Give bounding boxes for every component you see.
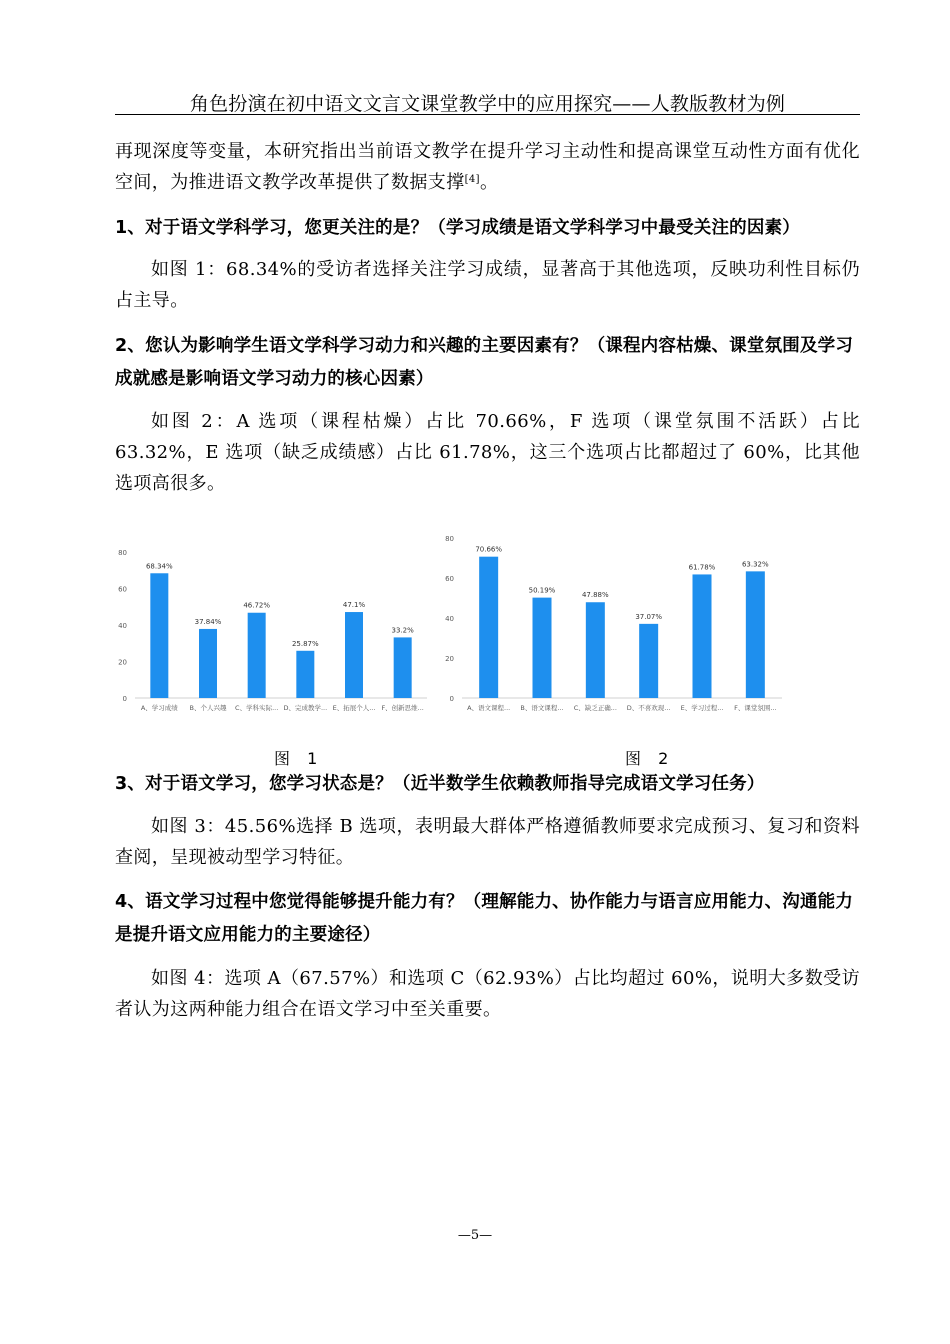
bar-4 xyxy=(639,624,658,698)
y-tick-label: 0 xyxy=(122,695,127,703)
y-tick-label: 20 xyxy=(445,655,454,663)
paragraph-2: 如图 2：A 选项（课程枯燥）占比 70.66%，F 选项（课堂氛围不活跃）占比 63.32%，E 选项（缺乏成绩感）占比 61.78%，这三个选项占比都超过了 60%，比其他选项高很多。 xyxy=(115,411,860,494)
question-3: 3、对于语文学习，您学习状态是？（近半数学生依赖教师指导完成语文学习任务） xyxy=(115,774,765,794)
x-tick-label: D、不喜欢现... xyxy=(626,704,671,712)
x-tick-label: C、缺乏正确... xyxy=(573,704,617,712)
bar-5 xyxy=(345,612,363,698)
bar-5 xyxy=(693,574,712,698)
bar-1 xyxy=(150,573,168,698)
intro-paragraph xyxy=(115,136,860,198)
y-tick-label: 40 xyxy=(118,622,127,630)
page-number: —5— xyxy=(457,1228,493,1243)
bar-6 xyxy=(394,637,412,698)
running-header: 角色扮演在初中语文文言文课堂教学中的应用探究——人教版教材为例 xyxy=(189,93,786,115)
data-label: 46.72% xyxy=(243,601,271,610)
y-tick-label: 60 xyxy=(445,575,454,583)
figure-1-caption: 图 1 xyxy=(274,749,324,768)
paragraph-1: 如图 1：68.34%的受访者选择关注学习成绩，显著高于其他选项，反映功利性目标仍占主导。 xyxy=(115,259,860,311)
bar-1 xyxy=(479,557,498,698)
figure-1-chart xyxy=(115,540,435,720)
figure-2-svg xyxy=(440,526,790,720)
data-label: 50.19% xyxy=(528,586,556,595)
data-label: 61.78% xyxy=(688,563,716,572)
y-tick-label: 20 xyxy=(118,658,127,667)
figure-2-caption: 图 2 xyxy=(625,749,675,768)
bar-4 xyxy=(296,651,314,698)
data-label: 70.66% xyxy=(475,545,503,554)
data-label: 37.84% xyxy=(194,617,222,626)
data-label: 47.1% xyxy=(342,601,366,610)
x-tick-label: B、语文课程... xyxy=(520,704,564,712)
x-tick-label: E、拓展个人... xyxy=(332,704,376,712)
figure-2-chart xyxy=(440,526,790,720)
x-tick-label: A、学习成绩 xyxy=(140,704,178,712)
data-label: 63.32% xyxy=(741,560,769,569)
paragraph-4: 如图 4：选项 A（67.57%）和选项 C（62.93%）占比均超过 60%，说明大多数受访者认为这两种能力组合在语文学习中至关重要。 xyxy=(115,968,860,1020)
question-4: 4、语文学习过程中您觉得能够提升能力有？（理解能力、协作能力与语言应用能力、沟通能力是提升语文应用能力的主要途径） xyxy=(115,892,854,945)
paragraph-3: 如图 3：45.56%选择 B 选项，表明最大群体严格遵循教师要求完成预习、复习和资料查阅，呈现被动型学习特征。 xyxy=(115,816,860,868)
bar-6 xyxy=(746,571,765,698)
x-tick-label: F、创新思维... xyxy=(381,704,424,712)
x-tick-label: F、课堂氛围... xyxy=(734,704,777,712)
citation-ref: [4] xyxy=(464,174,480,185)
x-tick-label: A、语文课程... xyxy=(467,704,511,712)
x-tick-label: C、学科实际... xyxy=(235,704,279,712)
x-tick-label: E、学习过程... xyxy=(680,704,724,712)
figure-1-svg xyxy=(115,540,435,720)
question-2: 2、您认为影响学生语文学科学习动力和兴趣的主要因素有？（课程内容枯燥、课堂氛围及学习成就感是影响语文学习动力的核心因素） xyxy=(115,336,854,389)
y-tick-label: 80 xyxy=(445,535,454,543)
y-tick-label: 0 xyxy=(449,695,454,703)
data-label: 47.88% xyxy=(581,591,609,600)
bar-3 xyxy=(248,613,266,698)
header-rule xyxy=(115,114,860,115)
y-tick-label: 40 xyxy=(445,615,454,623)
bar-2 xyxy=(199,629,217,698)
data-label: 33.2% xyxy=(391,626,414,635)
bar-3 xyxy=(586,602,605,698)
bar-2 xyxy=(533,598,552,698)
data-label: 25.87% xyxy=(291,639,319,648)
x-tick-label: B、个人兴趣 xyxy=(189,704,227,712)
intro-text: 再现深度等变量，本研究指出当前语文教学在提升学习主动性和提高课堂互动性方面有优化空间，为推进语文教学改革提供了数据支撑 xyxy=(115,141,860,193)
data-label: 37.07% xyxy=(635,612,663,621)
x-tick-label: D、完成教学... xyxy=(283,704,328,712)
intro-end: 。 xyxy=(479,172,499,193)
question-1: 1、对于语文学科学习，您更关注的是？（学习成绩是语文学科学习中最受关注的因素） xyxy=(115,218,800,238)
y-tick-label: 80 xyxy=(118,549,127,557)
data-label: 68.34% xyxy=(145,562,173,571)
y-tick-label: 60 xyxy=(118,585,127,594)
